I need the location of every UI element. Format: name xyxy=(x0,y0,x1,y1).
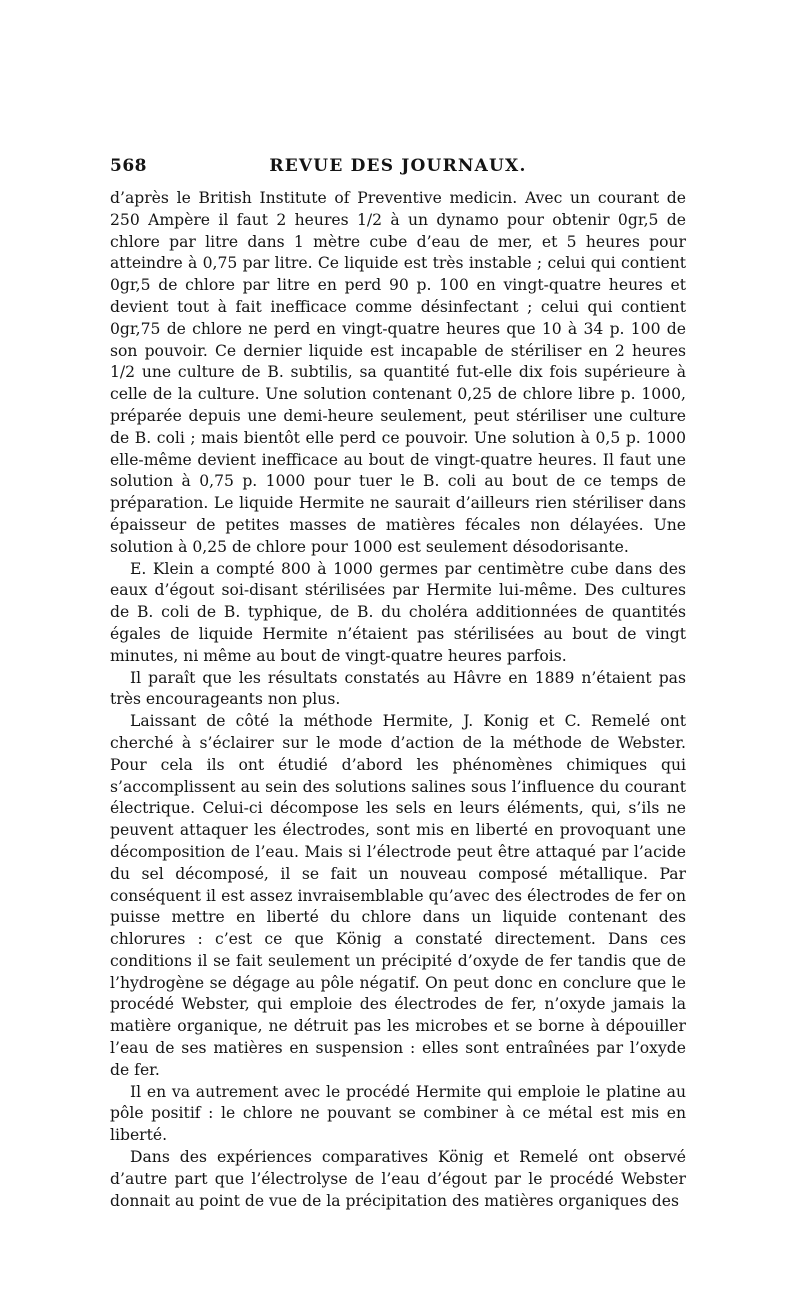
paragraph: Il en va autrement avec le procédé Hermite qui emploie le platine au pôle positif : le chlore ne pouvant se combiner à ce métal est mis en liberté. xyxy=(110,1082,686,1145)
paragraph: E. Klein a compté 800 à 1000 germes par centimètre cube dans des eaux d’égout soi-disant stérilisées par Hermite lui-même. Des cultures de B. coli de B. typhique, de B. du choléra additionnées de quantités égales de liquide Hermite n’étaient pas stérilisées au bout de vingt minutes, ni même au bout de vingt-quatre heures parfois. xyxy=(110,559,686,665)
paragraph: Laissant de côté la méthode Hermite, J. Konig et C. Remelé ont cherché à s’éclairer sur le mode d’action de la méthode de Webster. Pour cela ils ont étudié d’abord les phénomènes chimiques qui s’accomplissent au sein des solutions salines sous l’influence du courant électrique. Celui-ci décompose les sels en leurs éléments, qui, s’ils ne peuvent attaquer les électrodes, sont mis en liberté en provoquant une décomposition de l’eau. Mais si l’électrode peut être attaqué par l’acide du sel décomposé, il se fait un nouveau composé métallique. Par conséquent il est assez invraisemblable qu’avec des électrodes de fer on puisse mettre en liberté du chlore dans un liquide contenant des chlorures : c’est ce que König a constaté directement. Dans ces conditions il se fait seulement un précipité d’oxyde de fer tandis que de l’hydrogène se dégage au pôle négatif. On peut donc en conclure que le procédé Webster, qui emploie des électrodes de fer, n’oxyde jamais la matière organique, ne détruit pas les microbes et se borne à dépouiller l’eau de ses matières en suspension : elles sont entraînées par l’oxyde de fer. xyxy=(110,712,686,1079)
page-header xyxy=(110,156,686,180)
running-title: REVUE DES JOURNAUX. xyxy=(269,156,527,176)
paragraph: Il paraît que les résultats constatés au Hâvre en 1889 n’étaient pas très encourageants non plus. xyxy=(110,668,686,709)
page-number: 568 xyxy=(110,156,147,176)
article-body xyxy=(110,188,686,1212)
paragraph: Dans des expériences comparatives König et Remelé ont observé d’autre part que l’électrolyse de l’eau d’égout par le procédé Webster donnait au point de vue de la précipitation des matières organiques des xyxy=(110,1148,686,1210)
paragraph: d’après le British Institute of Preventive medicin. Avec un courant de 250 Ampère il faut 2 heures 1/2 à un dynamo pour obtenir 0gr,5 de chlore par litre dans 1 mètre cube d’eau de mer, et 5 heures pour atteindre à 0,75 par litre. Ce liquide est très instable ; celui qui contient 0gr,5 de chlore par litre en perd 90 p. 100 en vingt-quatre heures et devient tout à fait inefficace comme désinfectant ; celui qui contient 0gr,75 de chlore ne perd en vingt-quatre heures que 10 à 34 p. 100 de son pouvoir. Ce dernier liquide est incapable de stériliser en 2 heures 1/2 une culture de B. subtilis, sa quantité fut-elle dix fois supérieure à celle de la culture. Une solution contenant 0,25 de chlore libre p. 1000, préparée depuis une demi-heure seulement, peut stériliser une culture de B. coli ; mais bientôt elle perd ce pouvoir. Une solution à 0,5 p. 1000 elle-même devient inefficace au bout de vingt-quatre heures. Il faut une solution à 0,75 p. 1000 pour tuer le B. coli au bout de ce temps de préparation. Le liquide Hermite ne saurait d’ailleurs rien stériliser dans épaisseur de petites masses de matières fécales non délayées. Une solution à 0,25 de chlore pour 1000 est seulement désodorisante. xyxy=(110,189,686,556)
